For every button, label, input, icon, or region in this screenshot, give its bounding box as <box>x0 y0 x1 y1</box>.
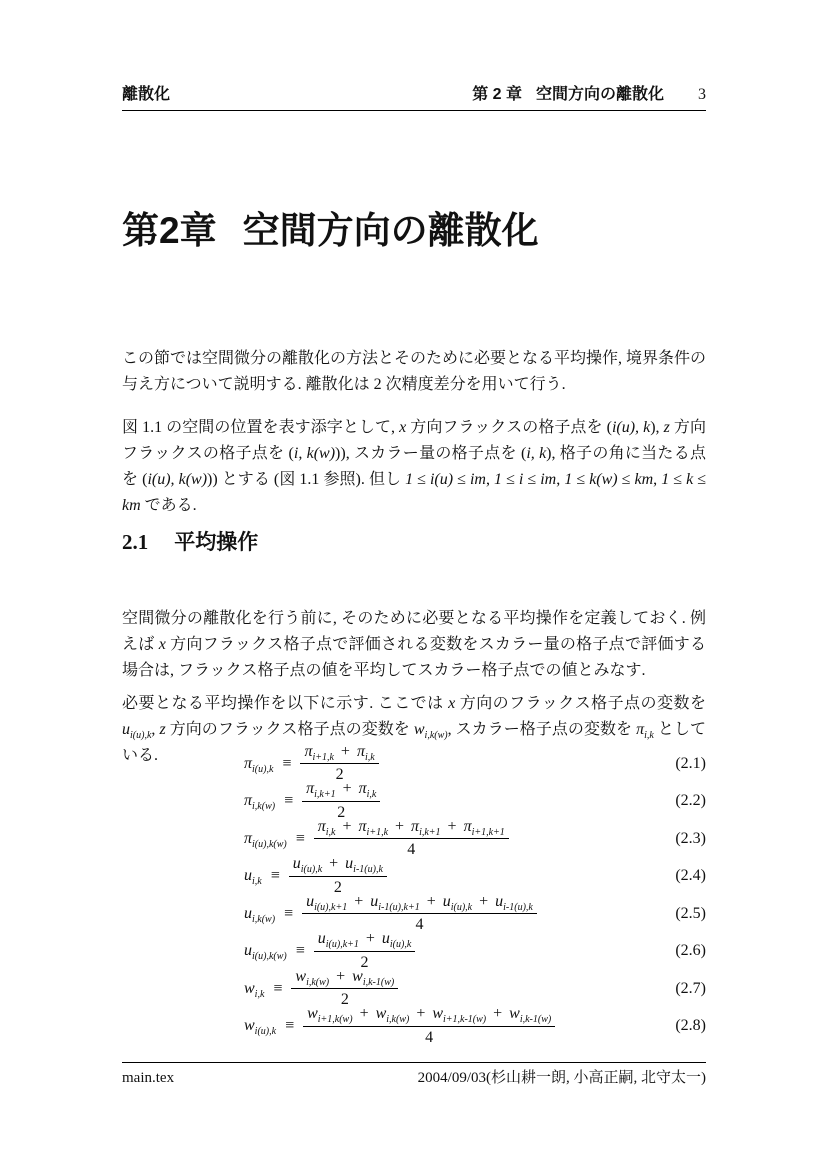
math-subscript: i,k(w) <box>424 730 448 741</box>
math-variable: $w_{i,k}$ <box>244 979 265 1000</box>
fraction-numerator <box>300 743 378 764</box>
math-variable: $\pi_{i+1,k}$ <box>304 742 334 763</box>
plus-sign: + <box>422 892 440 910</box>
inline-math: i, k <box>526 445 547 462</box>
math-variable: $u_{i(u),k}$ <box>381 930 412 951</box>
math-subscript: i,k <box>366 789 377 801</box>
math-variable: $\pi_{i,k}$ <box>356 742 375 763</box>
math-subscript: i(u),k <box>300 864 323 876</box>
equation-lhs <box>244 792 276 813</box>
plus-sign: + <box>361 930 379 948</box>
math-subscript: i(u),k <box>254 1026 277 1038</box>
equation-relation: ≡ <box>273 979 283 997</box>
math-subscript: i+1,k-1(w) <box>443 1014 487 1026</box>
fraction-denominator: 4 <box>407 841 416 859</box>
fraction-denominator: 2 <box>340 991 349 1009</box>
math-variable: $w_{i,k(w)}$ <box>295 967 330 988</box>
fraction-numerator <box>314 818 509 839</box>
math-subscript: i(u),k+1 <box>325 939 359 951</box>
equation <box>122 1005 706 1046</box>
equation-lhs <box>244 755 273 773</box>
math-subscript: i,k+1 <box>314 789 336 801</box>
math-variable: $u_{i(u),k(w)}$ <box>244 942 287 963</box>
text-run: ), <box>650 419 664 436</box>
equation <box>122 855 706 896</box>
plus-sign: + <box>412 1005 430 1023</box>
fraction-denominator: 4 <box>425 1028 434 1046</box>
math-subscript: i-1(u),k+1 <box>378 901 420 913</box>
math-subscript: i+1,k <box>312 751 334 763</box>
equation <box>122 817 706 859</box>
footer-filename: main.tex <box>122 1070 175 1086</box>
math-variable: $\pi_{i+1,k+1}$ <box>463 817 505 838</box>
paragraph-grid-indices <box>122 415 706 519</box>
equation-fraction <box>300 743 378 785</box>
inline-math: 1 ≤ i ≤ im <box>494 471 557 488</box>
fraction-numerator <box>302 893 537 914</box>
text-run: , <box>653 471 662 488</box>
equation-relation: ≡ <box>295 829 305 847</box>
equation-relation: ≡ <box>284 904 294 922</box>
math-variable: $w_{i,k(w)}$ <box>375 1005 410 1026</box>
math-variable: $\pi_{i(u),k}$ <box>244 754 274 775</box>
text-run: である. <box>140 497 197 514</box>
math-variable: $\pi_{i,k(w)}$ <box>244 792 276 813</box>
equation-number: (2.8) <box>675 1017 706 1035</box>
equation <box>122 930 706 971</box>
plus-sign: + <box>489 1005 507 1023</box>
fraction-denominator: 4 <box>415 916 424 934</box>
fraction-numerator <box>303 1005 555 1026</box>
plus-sign: + <box>391 817 409 835</box>
text-run: , <box>485 471 495 488</box>
fraction-denominator: 2 <box>333 878 342 896</box>
text-run: , <box>151 721 160 738</box>
math-subscript: i,k <box>644 730 654 741</box>
math-variable: $w_{i+1,k(w)}$ <box>307 1005 353 1026</box>
fraction-denominator: 2 <box>360 953 369 971</box>
math-variable: $u_{i(u),k+1}$ <box>306 892 348 913</box>
math-subscript: i,k <box>364 751 375 763</box>
fraction-denominator: 2 <box>337 803 346 821</box>
chapter-title: 空間方向の離散化 <box>242 210 539 251</box>
chapter-heading <box>122 208 539 254</box>
equation-number: (2.2) <box>675 792 706 810</box>
math-variable: $w_{i,k-1(w)}$ <box>352 967 395 988</box>
equation-lhs <box>244 1017 277 1038</box>
page-header <box>122 86 706 111</box>
equation-fraction <box>291 968 398 1010</box>
fraction-numerator <box>291 968 398 989</box>
equation <box>122 967 706 1009</box>
text-run: , スカラー格子点の変数を <box>447 721 637 738</box>
paragraph-intro <box>122 346 706 398</box>
header-right-group <box>472 86 706 104</box>
inline-math: 1 ≤ k(w) ≤ km <box>564 471 654 488</box>
header-chapter-label: 第 2 章 <box>472 86 522 103</box>
text-run: この節では空間微分の離散化の方法とそのために必要となる平均操作, 境界条件の与え方について説明する. 離散化は 2 次精度差分を用いて行う. <box>122 350 707 393</box>
equation-number: (2.1) <box>675 754 706 772</box>
equation-lhs <box>244 980 264 998</box>
equation-relation: ≡ <box>295 942 305 960</box>
equation-number: (2.6) <box>675 942 706 960</box>
math-variable: $\pi_{i,k+1}$ <box>411 817 441 838</box>
text-run: 必要となる平均操作を以下に示す. ここでは <box>122 695 449 712</box>
text-run: ), 格子の角に当たる点を ( <box>122 445 706 488</box>
equation-lhs <box>244 905 275 923</box>
math-subscript: i(u),k <box>252 763 274 775</box>
math-variable: $w_{i(u),k}$ <box>244 1017 277 1038</box>
math-variable: $u_{i,k(w)}$ <box>244 904 276 925</box>
inline-math: z <box>159 721 166 738</box>
math-variable: $\pi_{i,k}$ <box>636 721 654 741</box>
math-variable: $u_{i,k}$ <box>244 867 262 888</box>
chapter-number: 第2章 <box>122 210 217 251</box>
math-subscript: i,k-1(w) <box>519 1014 552 1026</box>
math-subscript: i(u),k(w) <box>252 838 287 850</box>
equation-fraction <box>302 780 380 822</box>
text-run: としている. <box>122 721 706 764</box>
math-variable: $u_{i(u),k}$ <box>442 892 473 913</box>
math-subscript: i,k <box>252 876 262 888</box>
text-run: 方向のフラックス格子点の変数を <box>165 721 414 738</box>
equation-lhs <box>244 867 262 888</box>
text-run: 図 1.1 の空間の位置を表す添字として, <box>122 419 400 436</box>
text-run: 方向フラックス格子点で評価される変数をスカラー量の格子点で評価する場合は, フラックス格子点の値を平均してスカラー格子点での値とみなす. <box>122 636 706 679</box>
math-variable: $\pi_{i,k+1}$ <box>306 780 336 801</box>
text-run: 方向フラックスの格子点を ( <box>406 419 612 436</box>
math-subscript: i,k-1(w) <box>362 976 395 988</box>
math-subscript: i(u),k <box>450 901 473 913</box>
page-footer <box>122 1062 706 1088</box>
equation <box>122 892 706 934</box>
equation-number: (2.3) <box>675 829 706 847</box>
math-variable: $\pi_{i,k}$ <box>358 780 377 801</box>
fraction-denominator: 2 <box>335 766 344 784</box>
math-subscript: i,k <box>325 826 336 838</box>
text-run: , <box>556 471 565 488</box>
equation-fraction <box>302 893 537 935</box>
equation-relation: ≡ <box>285 1017 295 1035</box>
inline-math: i(u), k <box>611 419 651 436</box>
plus-sign: + <box>338 780 356 798</box>
math-variable: $\pi_{i(u),k(w)}$ <box>244 829 287 850</box>
math-subscript: i-1(u),k <box>503 901 533 913</box>
footer-date-authors: 2004/09/03(杉山耕一朗, 小高正嗣, 北守太一) <box>417 1070 706 1086</box>
math-subscript: i,k+1 <box>419 826 441 838</box>
plus-sign: + <box>338 817 356 835</box>
math-subscript: i+1,k(w) <box>317 1014 353 1026</box>
math-subscript: i,k(w) <box>252 913 276 925</box>
math-subscript: i+1,k <box>366 826 389 838</box>
math-variable: $u_{i(u),k+1}$ <box>317 930 359 951</box>
math-variable: $u_{i-1(u),k}$ <box>495 892 533 913</box>
inline-math: x <box>399 419 407 436</box>
text-run: 方向のフラックス格子点の変数を <box>455 695 706 712</box>
inline-math: i, k(w) <box>293 445 336 462</box>
math-subscript: i-1(u),k <box>353 864 383 876</box>
equation-relation: ≡ <box>284 792 294 810</box>
inline-math: i(u), k(w) <box>147 471 208 488</box>
math-subscript: i(u),k <box>389 939 412 951</box>
equation-relation: ≡ <box>270 867 280 885</box>
fraction-numerator <box>314 930 416 951</box>
paragraph-averaging-intro <box>122 606 706 684</box>
fraction-numerator <box>289 855 387 876</box>
math-variable: $u_{i-1(u),k}$ <box>345 855 383 876</box>
equation-number: (2.5) <box>675 904 706 922</box>
plus-sign: + <box>325 855 343 873</box>
text-run: )) とする (図 1.1 参照). 但し <box>207 471 406 488</box>
inline-math: z <box>663 419 670 436</box>
equation-relation: ≡ <box>282 754 292 772</box>
math-subscript: i,k(w) <box>386 1014 410 1026</box>
inline-math: 1 ≤ i(u) ≤ im <box>405 471 486 488</box>
equation-fraction <box>289 855 387 897</box>
math-variable: $u_{i(u),k}$ <box>292 855 323 876</box>
equation-fraction <box>314 818 509 860</box>
section-number: 2.1 <box>122 530 149 554</box>
equation <box>122 780 706 821</box>
inline-math: x <box>448 695 456 712</box>
equation-lhs <box>244 830 287 848</box>
plus-sign: + <box>443 817 461 835</box>
math-subscript: i(u),k(w) <box>252 951 287 963</box>
running-title: 離散化 <box>122 86 171 103</box>
section-title: 平均操作 <box>174 531 259 554</box>
math-variable: $w_{i+1,k-1(w)}$ <box>432 1005 487 1026</box>
inline-math: x <box>158 636 166 653</box>
text-run: 空間微分の離散化を行う前に, そのために必要となる平均操作を定義しておく. 例えば <box>122 610 706 653</box>
math-subscript: i,k(w) <box>252 801 276 813</box>
equation-number: (2.4) <box>675 867 706 885</box>
math-subscript: i,k(w) <box>306 976 330 988</box>
math-variable: $u_{i(u),k}$ <box>122 721 152 741</box>
equation-fraction <box>314 930 416 972</box>
equation-number: (2.7) <box>675 979 706 997</box>
inline-math: 1 ≤ k ≤ km <box>122 471 707 514</box>
fraction-numerator <box>302 780 380 801</box>
equation-lhs <box>244 942 287 963</box>
math-variable: $w_{i,k-1(w)}$ <box>509 1005 552 1026</box>
math-subscript: i+1,k+1 <box>471 826 505 838</box>
math-subscript: i,k <box>254 988 265 1000</box>
text-run: 方向フラックスの格子点を ( <box>122 419 706 462</box>
page-number: 3 <box>698 86 706 103</box>
math-variable: $u_{i-1(u),k+1}$ <box>370 892 420 913</box>
plus-sign: + <box>350 892 368 910</box>
plus-sign: + <box>332 967 350 985</box>
plus-sign: + <box>336 742 354 760</box>
text-run: )), スカラー量の格子点を ( <box>335 445 527 462</box>
math-variable: $\pi_{i+1,k}$ <box>358 817 389 838</box>
plus-sign: + <box>475 892 493 910</box>
plus-sign: + <box>355 1005 373 1023</box>
header-chapter-title: 空間方向の離散化 <box>535 86 664 103</box>
section-heading <box>122 527 258 558</box>
math-variable: $w_{i,k(w)}$ <box>413 721 448 741</box>
equation-fraction <box>303 1005 555 1047</box>
math-variable: $\pi_{i,k}$ <box>317 817 336 838</box>
math-subscript: i(u),k+1 <box>314 901 348 913</box>
math-subscript: i(u),k <box>130 730 152 741</box>
